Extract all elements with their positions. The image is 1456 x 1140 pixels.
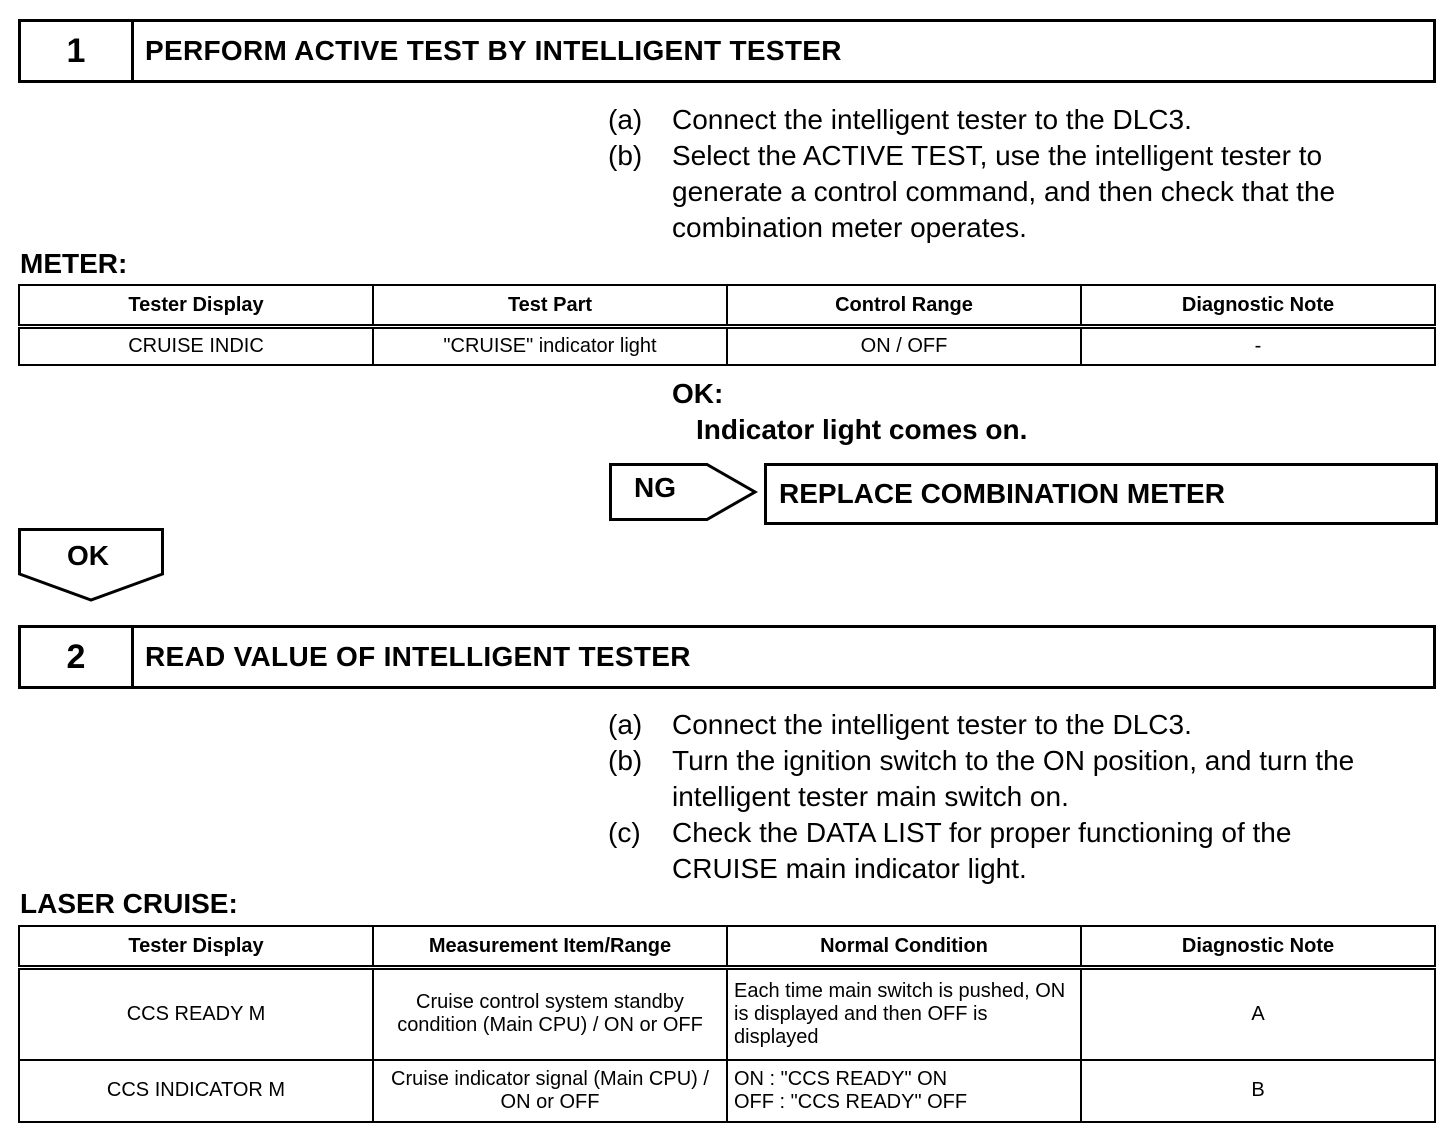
- laser-cruise-table-label: LASER CRUISE:: [20, 888, 238, 919]
- table-row: CCS INDICATOR M Cruise indicator signal (Main CPU) / ON or OFF ON : "CCS READY" ON OFF : "CCS READY" OFF B: [19, 1060, 1435, 1122]
- step-2-instructions: [608, 707, 1428, 887]
- table-header-row: Tester Display Test Part Control Range Diagnostic Note: [19, 285, 1435, 327]
- table-header-row: Tester Display Measurement Item/Range Normal Condition Diagnostic Note: [19, 926, 1435, 968]
- meter-table: [18, 284, 1436, 366]
- step-2-title: READ VALUE OF INTELLIGENT TESTER: [145, 641, 691, 672]
- step-1-instructions: [608, 102, 1428, 246]
- step-2-number: 2: [21, 628, 134, 686]
- instruction-item: (b) Turn the ignition switch to the ON position, and turn the intelligent tester main switch on.: [608, 745, 1355, 812]
- step-1-number: 1: [21, 22, 134, 80]
- instruction-item: (b) Select the ACTIVE TEST, use the intelligent tester to generate a control command, and then check that the combination meter operates.: [608, 140, 1336, 243]
- ok-condition-text: Indicator light comes on.: [696, 414, 1028, 445]
- ok-condition-label: OK:: [672, 378, 724, 409]
- instruction-item: (c) Check the DATA LIST for proper functioning of the CRUISE main indicator light.: [608, 817, 1292, 884]
- step-1-title: PERFORM ACTIVE TEST BY INTELLIGENT TESTER: [145, 35, 842, 66]
- instruction-item: (a) Connect the intelligent tester to the DLC3.: [608, 104, 1192, 135]
- meter-table-label: METER:: [20, 248, 128, 279]
- laser-cruise-table: [18, 925, 1436, 1123]
- table-row: CCS READY M Cruise control system standby condition (Main CPU) / ON or OFF Each time main switch is pushed, ON is displayed and then OFF is displayed A: [19, 968, 1435, 1060]
- ng-action-box: REPLACE COMBINATION METER: [764, 463, 1438, 525]
- step-1-header: [18, 19, 1436, 83]
- instruction-item: (a) Connect the intelligent tester to the DLC3.: [608, 709, 1192, 740]
- ng-label: NG: [634, 472, 676, 503]
- ok-flow-label: OK: [67, 540, 109, 571]
- ng-arrow-icon: [609, 463, 759, 521]
- step-2-header: [18, 625, 1436, 689]
- table-row: CRUISE INDIC "CRUISE" indicator light ON / OFF -: [19, 327, 1435, 365]
